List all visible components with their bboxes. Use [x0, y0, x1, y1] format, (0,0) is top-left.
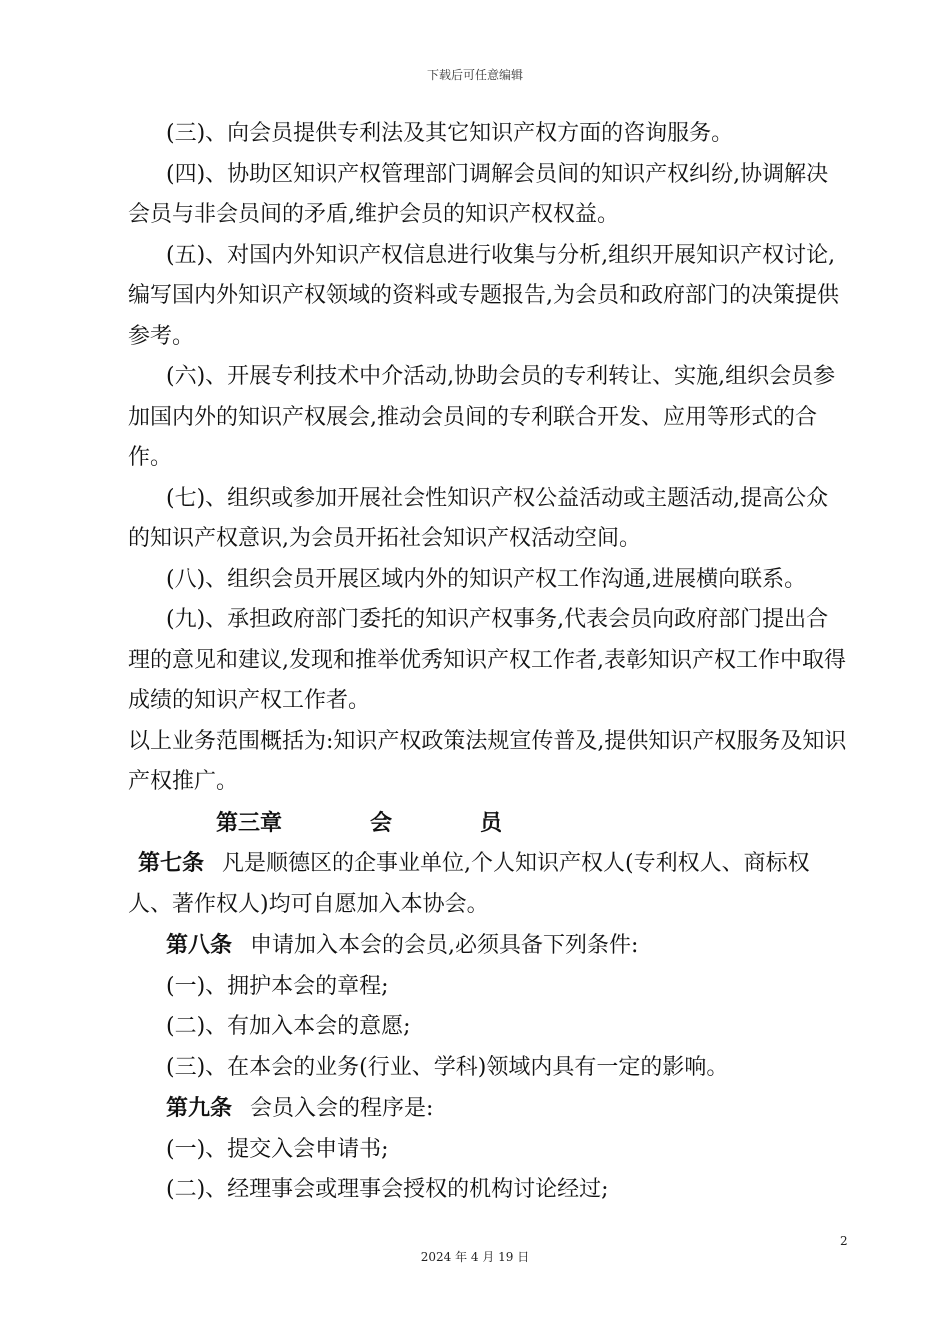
chapter-word-1: 会 [370, 809, 393, 836]
paragraph-item-7: (七)、组织或参加开展社会性知识产权公益活动或主题活动,提高公众的知识产权意识,为会员开拓社会知识产权活动空间。 [128, 485, 829, 551]
article-8-item-3: (三)、在本会的业务(行业、学科)领域内具有一定的影响。 [166, 1054, 729, 1080]
article-7-label: 第七条 [138, 850, 205, 876]
article-8-item-2: (二)、有加入本会的意愿; [166, 1014, 411, 1039]
article-9-label: 第九条 [166, 1095, 233, 1121]
article-9 [128, 1088, 848, 1130]
chapter-label: 第三章 [216, 809, 283, 836]
article-9-item-1: (一)、提交入会申请书; [166, 1136, 389, 1162]
paragraph-item-8: (八)、组织会员开展区域内外的知识产权工作沟通,进展横向联系。 [166, 566, 807, 592]
page-number: 2 [840, 1234, 848, 1248]
paragraph-item-4: (四)、协助区知识产权管理部门调解会员间的知识产权纠纷,协调解决会员与非会员间的矛盾,维护会员的知识产权权益。 [128, 161, 829, 227]
document-body [128, 114, 848, 1211]
page-footer-date: 2024 年 4 月 19 日 [420, 1250, 530, 1264]
paragraph-item-6: (六)、开展专利技术中介活动,协助会员的专利转让、实施,组织会员参加国内外的知识产权展会,推动会员间的专利联合开发、应用等形式的合作。 [128, 364, 836, 470]
chapter-word-2: 员 [480, 809, 503, 836]
article-7 [128, 843, 848, 925]
paragraph-item-5: (五)、对国内外知识产权信息进行收集与分析,组织开展知识产权讨论,编写国内外知识产权领域的资料或专题报告,为会员和政府部门的决策提供参考。 [128, 242, 839, 349]
paragraph-item-9: (九)、承担政府部门委托的知识产权事务,代表会员向政府部门提出合理的意见和建议,发现和推举优秀知识产权工作者,表彰知识产权工作中取得成绩的知识产权工作者。 [128, 607, 846, 713]
article-9-text: 会员入会的程序是: [250, 1096, 434, 1121]
page-header: 下载后可任意编辑 [426, 68, 523, 82]
article-8-text: 申请加入本会的会员,必须具备下列条件: [250, 933, 639, 958]
article-8 [128, 925, 848, 967]
paragraph-item-3: (三)、向会员提供专利法及其它知识产权方面的咨询服务。 [166, 121, 734, 146]
article-8-label: 第八条 [166, 932, 233, 958]
article-8-item-1: (一)、拥护本会的章程; [166, 973, 389, 999]
article-9-item-2: (二)、经理事会或理事会授权的机构讨论经过; [166, 1177, 609, 1202]
article-7-text: 凡是顺德区的企事业单位,个人知识产权人(专利权人、商标权人、著作权人)均可自愿加入本协会。 [128, 851, 810, 917]
summary-paragraph: 以上业务范围概括为:知识产权政策法规宣传普及,提供知识产权服务及知识产权推广。 [128, 728, 847, 794]
chapter-title [128, 803, 848, 844]
